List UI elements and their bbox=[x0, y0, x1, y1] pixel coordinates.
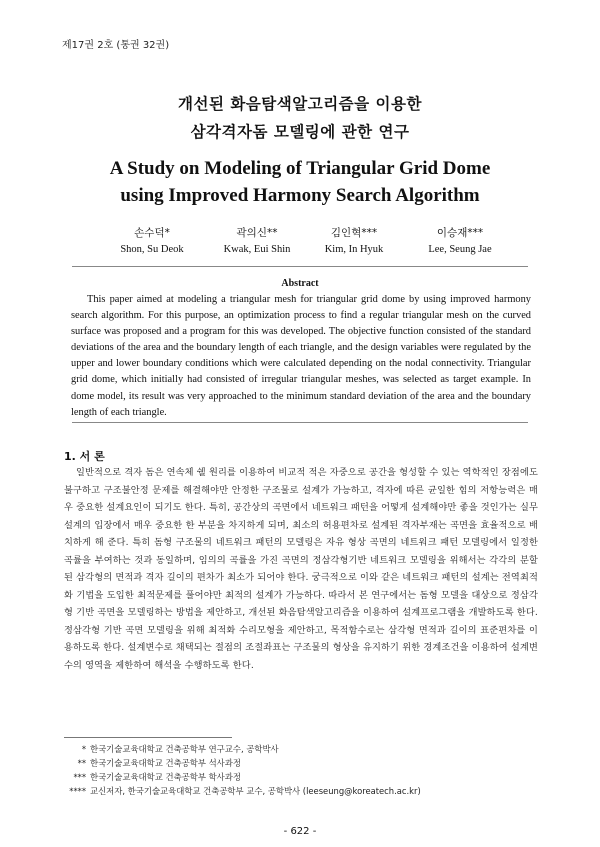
author-english-name: Kwak, Eui Shin bbox=[223, 244, 291, 255]
abstract-top-rule bbox=[72, 266, 528, 267]
footnote-rule bbox=[64, 737, 232, 738]
page-number: - 622 - bbox=[283, 826, 317, 837]
footnote-mark: *** bbox=[73, 772, 86, 782]
abstract-text: This paper aimed at modeling a triangular mesh for triangular grid dome by using improved harmony search algorithm. For this purpose, an optimization process to find a regular triangular mesh on the curved surface was proposed and a program for this was developed. The objective function consisted of the standard deviations of the area and the boundary length of each triangle, and the design variables were regulated by the upper and lower boundary conditions which were calculated depending on the nodal connectivity. Triangular grid dome, which initially had consisted of irregular triangular meshes, was selected as target example. In dome model, its result was very approached to the minimum standard deviation of the area and the boundary length of each triangle. bbox=[71, 294, 531, 418]
author-english-name: Kim, In Hyuk bbox=[324, 244, 384, 255]
author-korean-name: 곽의신** bbox=[236, 227, 278, 239]
footnote-2 bbox=[72, 757, 241, 769]
korean-title-line1: 개선된 화음탐색알고리즘을 이용한 bbox=[178, 95, 422, 113]
author-korean-name: 손수덕* bbox=[134, 227, 170, 239]
section-heading: 1. 서 론 bbox=[64, 450, 105, 463]
footnote-4 bbox=[64, 785, 421, 797]
abstract-bottom-rule bbox=[72, 422, 528, 423]
footnote-text: 교신저자, 한국기술교육대학교 건축공학부 교수, 공학박사 (leeseung@koreatech.ac.kr) bbox=[90, 786, 421, 796]
korean-title-line2: 삼각격자돔 모델링에 관한 연구 bbox=[190, 123, 410, 141]
footnote-mark: **** bbox=[69, 786, 86, 796]
footnote-1 bbox=[72, 743, 279, 755]
footnote-mark: * bbox=[81, 744, 86, 754]
footnote-mark: ** bbox=[77, 758, 86, 768]
author-korean-name: 김인혁*** bbox=[330, 227, 378, 239]
english-title-line1: A Study on Modeling of Triangular Grid Dome bbox=[109, 158, 491, 179]
footnote-text: 한국기술교육대학교 건축공학부 연구교수, 공학박사 bbox=[90, 744, 279, 754]
author-korean-name: 이승재*** bbox=[436, 227, 484, 239]
footnote-3 bbox=[72, 771, 241, 783]
author-4 bbox=[395, 225, 525, 255]
footnote-text: 한국기술교육대학교 건축공학부 석사과정 bbox=[90, 758, 241, 768]
english-title-line2: using Improved Harmony Search Algorithm bbox=[120, 185, 480, 206]
journal-header: 제17권 2호 (통권 32권) bbox=[62, 40, 170, 51]
author-english-name: Lee, Seung Jae bbox=[428, 244, 492, 255]
footnote-text: 한국기술교육대학교 건축공학부 학사과정 bbox=[90, 772, 241, 782]
author-english-name: Shon, Su Deok bbox=[120, 244, 184, 255]
section-body-text: 일반적으로 격자 돔은 연속체 쉘 원리를 이용하여 비교적 적은 자중으로 공간을 형성할 수 있는 역학적인 장점에도 불구하고 구조불안정 문제를 해결해야만 안정한 구조물로 설계가 가능하고, 격자에 따른 균일한 힘의 저항능력은 매우 중요한 설계요인이 되기도 한다. 특히, 공간상의 곡면에서 네트워크 패턴을 어떻게 설계해야만 좋을 것인가는 실무 설계의 입장에서 매우 중요한 한 부분을 차지하게 되며, 최소의 허용편차로 설계된 격자부재는 곡면을 효율적으로 배치하게 해 준다. 특히 돔형 구조물의 네트워크 패턴의 모델링은 자유 형상 곡면의 네트워크 패턴 모델링에서 일정한 곡률을 부여하는 것과 동일하며, 임의의 곡률을 가진 곡면의 정삼각형기반 네트워크 모델링을 위해서는 각각의 분할된 삼각형의 면적과 격자 길이의 편차가 최소가 되어야 한다. 궁극적으로 이와 같은 네트워크 패턴의 설계는 전역최적화 기법을 도입한 최적문제를 풀어야만 최적의 설계가 가능하다. 따라서 본 연구에서는 돔형 모델을 대상으로 정삼각형 기반 곡면을 모델링하는 방법을 제안하고, 개선된 화음탐색알고리즘을 이용하여 설계프로그램을 개발하도록 한다. 정삼각형 기반 곡면 모델링을 위해 최적화 수리모형을 제안하고, 목적함수로는 삼각형 면적과 길이의 표준편차를 이용하도록 한다. 설계변수로 채택되는 절점의 조절좌표는 구조물의 형상을 유지하기 위한 경계조건을 이용하여 설계변수의 영역을 제한하여 해석을 수행하도록 한다. bbox=[64, 467, 538, 671]
abstract-heading: Abstract bbox=[281, 278, 319, 289]
